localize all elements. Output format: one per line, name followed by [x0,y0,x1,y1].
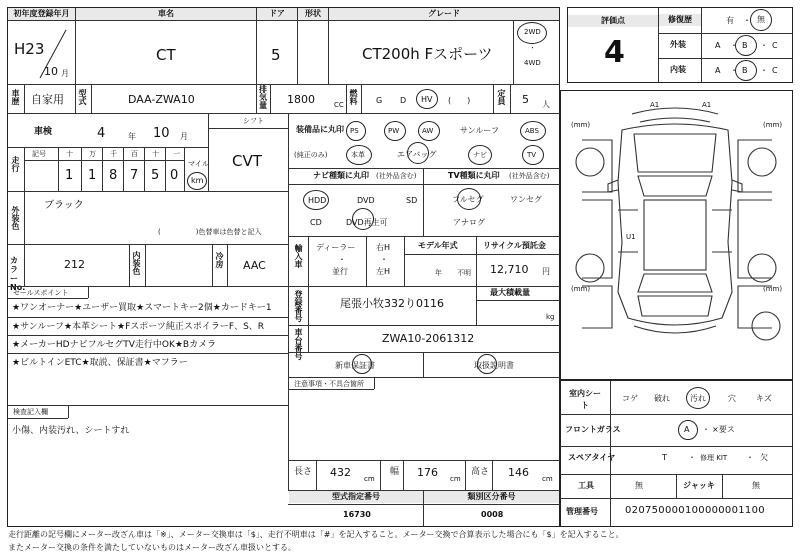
exterior-dot1: ・ [730,41,738,50]
mileage-head-1: 十 [66,150,73,158]
drive-dot: ・ [529,44,536,52]
sales-line-3: ★メーカーHDナビフルセグTV走行中OK★Bカメラ [12,340,217,350]
width-unit: cm [450,475,461,483]
model-value: DAA-ZWA10 [128,93,195,106]
interior-b: B [742,66,748,75]
chassis-label: 車台番号 [294,328,303,360]
tools-label: 工具 [578,481,594,490]
mileage-head-6: 一 [173,150,180,158]
kg-unit: kg [546,313,555,321]
use-label: 車歴 [11,89,20,105]
mm-rr: (mm) [763,285,783,293]
warranty-circle [352,354,372,374]
mm-fr: (mm) [763,121,783,129]
km-label: km [191,176,204,185]
class-no-label: 類別区分番号 [424,491,559,503]
tv-oneseg: ワンセグ [510,195,542,204]
mileage-head-2: 万 [89,150,96,158]
interior-color-label: 内装色 [132,251,141,275]
model-label: 型式 [78,89,87,105]
jack-value: 無 [752,481,760,490]
new-car-warranty: 新車保証書 [335,361,375,370]
interior-c: C [772,66,778,75]
height-unit: cm [542,475,553,483]
length-value: 432 [330,466,351,479]
fuel-label: 燃料 [349,89,358,105]
navi-dvd-play: DVD再生可 [346,218,388,227]
spare-label: スペアタイヤ [568,453,616,462]
type-no-label: 型式指定番号 [289,491,423,503]
right-hand: 右H [376,243,391,252]
inspection-month-unit: 月 [180,132,188,141]
aircon-label: 冷房 [215,252,224,268]
windshield-a: A [684,425,690,434]
person-unit: 人 [542,100,550,109]
reg-era: H23 [14,40,45,58]
spare-wheel [752,312,780,340]
shift-value: CVT [232,152,262,170]
spare-dot1: ・ [688,453,696,462]
recycle-value: 12,710 [490,263,529,276]
door-count: 5 [271,46,281,64]
repair-none: 無 [757,15,765,24]
fuel-other: ( ) [448,96,471,105]
color-value: ブラック [44,200,84,211]
max-load-label: 最大積載量 [490,288,530,297]
seat-hole: 穴 [728,394,736,403]
aircon-value: AAC [243,259,266,272]
width-value: 176 [417,466,438,479]
model-year-unit: 年 [435,269,442,277]
mileage-head-0: 記号 [32,150,46,158]
tv-sub: (社外品含む) [509,172,550,180]
drive-4wd: 4WD [524,59,541,67]
displacement-value: 1800 [287,93,315,106]
shape-header: 形状 [298,8,328,20]
mileage-head-3: 千 [110,150,117,158]
mileage-digit-5: 5 [151,168,160,183]
grade-header: グレード [329,8,559,20]
grade-value: CT200h Fスポーツ [362,45,493,63]
exterior-a: A [715,41,721,50]
exterior-dot2: ・ [760,41,768,50]
main-sheet [7,7,560,527]
option-navi: ナビ [473,151,487,159]
spare-dot2: ・ [746,453,754,462]
cc-unit: CC [334,101,344,109]
score-value: 4 [604,35,625,70]
jack-label: ジャッキ [683,481,715,490]
navi-hdd: HDD [308,196,327,205]
chassis-value: ZWA10-2061312 [382,332,475,345]
option-ps: PS [350,127,359,135]
mileage-digit-2: 1 [88,168,97,183]
spare-none: 欠 [760,453,768,462]
mileage-head-5: 十 [152,150,159,158]
inspection-year: 4 [97,126,106,141]
mileage-head-4: 百 [131,150,138,158]
inspection-label: 車検 [34,127,53,137]
car-diagram [562,92,792,378]
spare-kit: 修理 KIT [700,454,728,462]
option-tv: TV [527,151,537,159]
color-no-label: カラーNo. [10,256,26,292]
reg-month: 10 [44,65,58,78]
mgmt-value: 020750000100000001100 [625,505,765,516]
wheel-front-right [748,148,776,176]
options-title: 装備品に丸印 [296,125,344,134]
tools-value: 無 [635,481,643,490]
seat-label: 室内シート [569,389,601,410]
option-airbag: エアバッグ [397,150,437,159]
mileage-digit-1: 1 [65,168,74,183]
inspector-label: 検査記入欄 [13,408,48,416]
type-no-value: 16730 [343,510,371,519]
repair-label: 修復歴 [659,14,701,26]
fuel-d: D [400,96,407,105]
import-label: 輸入車 [294,244,303,268]
interior-label: 内装 [670,65,686,74]
mileage-digit-3: 8 [109,168,118,183]
capacity-value: 5 [522,93,529,106]
import-parallel: 並行 [332,267,348,276]
footer-line-2: またメーター交換の条件を満たしていないものはメーター改ざん車扱いとする。 [8,543,296,552]
color-label: 外装色 [11,206,20,230]
plate-value: 尾張小牧332り0116 [340,297,444,310]
exterior-label: 外装 [670,40,686,49]
reg-month-unit: 月 [61,69,69,78]
seat-burn: コゲ [622,394,638,403]
mileage-digit-6: 0 [170,168,179,183]
damage-a1-front: A1 [650,101,660,109]
option-pw: PW [388,127,400,135]
navi-sd: SD [406,196,418,205]
notes-label: 注意事項・不具合箇所 [294,380,364,388]
exterior-c: C [772,41,778,50]
displacement-label: 排気量 [259,85,267,110]
width-label: 幅 [390,467,400,477]
inspector-text: 小傷、内装汚れ、シートすれ [12,426,130,436]
interior-dot2: ・ [760,66,768,75]
tv-title: TV種類に丸印 [448,171,500,180]
mm-rl: (mm) [571,285,591,293]
seat-stain: 汚れ [690,394,706,403]
car-name-header: 車名 [76,8,256,20]
tv-analog: アナログ [453,218,485,227]
windshield-dot: ・ [702,425,710,434]
use-value: 自家用 [31,93,64,106]
mm-fl: (mm) [571,121,591,129]
mileage-digit-4: 7 [130,168,139,183]
body-outline [618,124,732,325]
interior-dot1: ・ [730,66,738,75]
navi-cd: CD [310,218,322,227]
footer-line-1: 走行距離の記号欄にメーター改ざん車は「※」、メーター交換車は「$」、走行不明車は「#」を記入すること。メーター交換で合算表示した場合にも「$」を記入すること。 [8,530,624,539]
sales-line-4: ★ビルトインETC★取説、保証書★マフラー [12,358,188,368]
shift-label: シフト [243,117,264,125]
options-subtitle: (純正のみ) [294,151,328,159]
tv-fullseg: フルセグ [452,195,484,204]
windshield-x: ×要ス [712,425,735,434]
seat-scratch: キズ [756,394,772,403]
sales-points-label: セールスポイント [13,289,69,297]
drive-2wd: 2WD [524,28,541,36]
inspection-year-unit: 年 [128,132,136,141]
option-sunroof: サンルーフ [460,126,499,135]
color-note: ( )色替車は色替と記入 [158,228,262,236]
exterior-b: B [742,41,748,50]
manual: 取扱説明書 [474,361,514,370]
color-no-value: 212 [64,258,85,271]
fuel-g: G [376,96,383,105]
repair-yes: 有 [726,16,734,25]
interior-a: A [715,66,721,75]
yen-unit: 円 [542,267,550,276]
class-no-value: 0008 [481,510,504,519]
mgmt-label: 管理番号 [566,507,598,516]
score-label: 評価点 [568,15,658,27]
recycle-label: リサイクル預託金 [483,241,546,250]
manual-circle [477,354,497,374]
inspection-month: 10 [153,126,170,141]
option-abs: ABS [525,127,539,135]
first-reg-header: 初年度登録年月 [8,8,75,20]
option-aw: AW [422,127,434,135]
capacity-label: 定員 [497,89,506,105]
sales-line-1: ★ワンオーナー★ユーザー買取★スマートキー2個★カードキー1 [12,303,272,313]
length-unit: cm [364,475,375,483]
navi-sub: (社外品含む) [376,172,417,180]
height-label: 高さ [471,467,490,477]
damage-a1-rear: A1 [702,101,712,109]
height-value: 146 [508,466,529,479]
model-year-unknown: 不明 [457,269,471,277]
navi-dvd: DVD [357,196,375,205]
car-name: CT [156,46,176,64]
repair-dot: ・ [743,16,751,25]
option-leather: 本革 [351,151,365,159]
plate-label: 登録番号 [294,290,303,322]
airbag-circle [407,142,429,164]
spare-t: T [662,453,667,462]
mile-label: マイル [188,160,209,168]
navi-title: ナビ種類に丸印 [313,171,369,180]
damage-u1: U1 [626,233,636,241]
seat-tear: 破れ [654,394,670,403]
fuel-hv: HV [421,95,433,104]
sales-line-2: ★サンルーフ★本革シート★Fスポーツ純正スポイラーF、S、R [12,322,265,332]
import-dot: ・ [338,255,346,264]
lr-dot: ・ [380,255,388,264]
wheel-front-left [576,148,604,176]
door-header: ドア [257,8,297,20]
windshield-label: フロントガラス [565,425,621,434]
length-label: 長さ [294,467,313,477]
mileage-label: 走行 [11,156,20,172]
left-hand: 左H [376,267,391,276]
model-year-label: モデル年式 [418,241,458,250]
import-dealer: ディーラー [316,243,356,252]
